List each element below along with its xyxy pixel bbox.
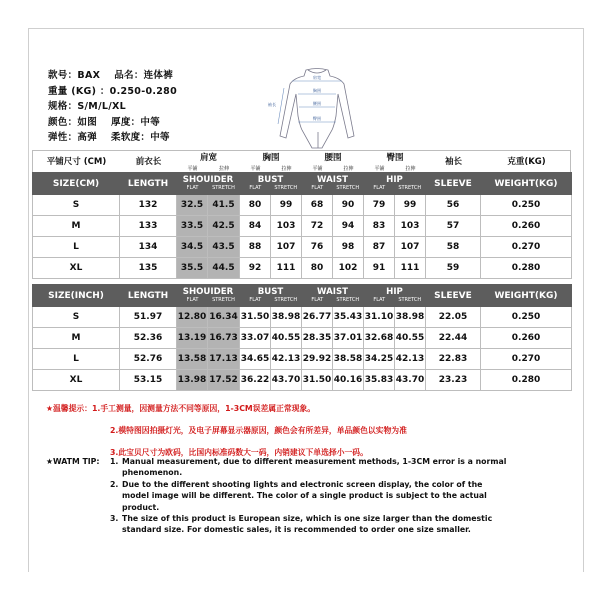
tip-cn-3: 3.此宝贝尺寸为欧码，比国内标准码数大一码，内销建议下单选择小一码。 [110, 448, 368, 457]
cell-hip-flat: 35.83 [364, 370, 395, 391]
cell-shoulder-stretch: 16.73 [208, 328, 240, 349]
cell-waist-stretch: 102 [333, 258, 364, 279]
cn-bust-label: 胸围 [262, 153, 280, 163]
inch-header-waist: WAIST FLAT STRETCH [302, 285, 364, 307]
tip-en-item: 3. The size of this product is European size, which is one size larger than the domestic standard size. For domestic sales, it is recommended to order one size smaller. [110, 514, 493, 535]
cell-length: 132 [120, 195, 177, 216]
cm-header-shoulder: SHOUIDER FLAT STRETCH [177, 173, 240, 195]
cell-bust-stretch: 107 [271, 237, 302, 258]
cell-size: S [33, 307, 120, 328]
cell-weight: 0.280 [481, 370, 572, 391]
figure-label-sleeve: 袖长 [267, 102, 277, 107]
table-row [33, 258, 572, 279]
cell-sleeve: 57 [426, 216, 481, 237]
cell-shoulder-flat: 35.5 [177, 258, 208, 279]
cm-header-length: LENGTH [120, 173, 177, 195]
cell-sleeve: 22.83 [426, 349, 481, 370]
inch-header-length: LENGTH [120, 285, 177, 307]
product-elasticity: 弹性：高弹 [48, 132, 98, 144]
cn-size-label: 平铺尺寸 (CM) [46, 157, 107, 167]
cell-bust-flat: 88 [240, 237, 271, 258]
cell-shoulder-flat: 13.58 [177, 349, 208, 370]
cell-weight: 0.270 [481, 349, 572, 370]
cell-weight: 0.250 [481, 307, 572, 328]
cell-bust-flat: 84 [240, 216, 271, 237]
product-softness: 柔软度：中等 [111, 132, 170, 144]
cell-weight: 0.250 [481, 195, 572, 216]
cm-header-bust: BUST FLAT STRETCH [240, 173, 302, 195]
cell-shoulder-flat: 33.5 [177, 216, 208, 237]
cn-bust-flat: 平铺 [250, 166, 261, 172]
figure-label-waist: 腰围 [312, 101, 322, 106]
table-row [33, 370, 572, 391]
cell-bust-stretch: 103 [271, 216, 302, 237]
inch-header-sleeve: SLEEVE [426, 285, 481, 307]
cell-sleeve: 56 [426, 195, 481, 216]
cell-length: 51.97 [120, 307, 177, 328]
cell-shoulder-flat: 13.19 [177, 328, 208, 349]
inch-header-size: SIZE(INCH) [33, 285, 120, 307]
table-row [33, 237, 572, 258]
cell-shoulder-stretch: 44.5 [208, 258, 240, 279]
cell-shoulder-stretch: 41.5 [208, 195, 240, 216]
cell-weight: 0.280 [481, 258, 572, 279]
cell-hip-stretch: 103 [395, 216, 426, 237]
cell-shoulder-stretch: 43.5 [208, 237, 240, 258]
cell-shoulder-flat: 12.80 [177, 307, 208, 328]
cell-bust-flat: 34.65 [240, 349, 271, 370]
cell-hip-stretch: 42.13 [395, 349, 426, 370]
cell-bust-flat: 31.50 [240, 307, 271, 328]
cell-sleeve: 59 [426, 258, 481, 279]
cell-hip-flat: 31.10 [364, 307, 395, 328]
cell-hip-stretch: 43.70 [395, 370, 426, 391]
cell-waist-stretch: 37.01 [333, 328, 364, 349]
cell-weight: 0.270 [481, 237, 572, 258]
cn-sleeve-label: 袖长 [444, 157, 462, 167]
chinese-header-row [32, 150, 571, 172]
table-row [33, 216, 572, 237]
cell-size: M [33, 216, 120, 237]
cell-waist-stretch: 40.16 [333, 370, 364, 391]
cell-sleeve: 22.05 [426, 307, 481, 328]
cell-size: M [33, 328, 120, 349]
table-row [33, 307, 572, 328]
cn-hip-flat: 平铺 [374, 166, 385, 172]
cell-size: S [33, 195, 120, 216]
cm-header-sleeve: SLEEVE [426, 173, 481, 195]
cell-waist-flat: 28.35 [302, 328, 333, 349]
cell-length: 53.15 [120, 370, 177, 391]
cell-size: XL [33, 258, 120, 279]
cell-length: 52.76 [120, 349, 177, 370]
cell-size: L [33, 349, 120, 370]
cn-hip-label: 臀围 [386, 153, 404, 163]
cell-waist-flat: 76 [302, 237, 333, 258]
cell-hip-stretch: 99 [395, 195, 426, 216]
product-weight: 重量 (KG) ：0.250-0.280 [48, 85, 177, 97]
table-row [33, 349, 572, 370]
cn-length-label: 前衣长 [135, 157, 162, 167]
cell-bust-flat: 36.22 [240, 370, 271, 391]
inch-header-weight: WEIGHT(KG) [481, 285, 572, 307]
cell-length: 134 [120, 237, 177, 258]
cell-waist-flat: 80 [302, 258, 333, 279]
cell-bust-stretch: 99 [271, 195, 302, 216]
inch-table-body [33, 307, 572, 391]
table-row [33, 195, 572, 216]
figure-label-bust: 胸围 [312, 88, 322, 93]
cell-waist-flat: 26.77 [302, 307, 333, 328]
size-table-inch [32, 284, 572, 391]
cm-header-waist: WAIST FLAT STRETCH [302, 173, 364, 195]
cn-weight-label: 克重(KG) [507, 157, 546, 167]
cell-waist-stretch: 35.43 [333, 307, 364, 328]
cell-weight: 0.260 [481, 216, 572, 237]
cell-bust-stretch: 43.70 [271, 370, 302, 391]
cm-header-weight: WEIGHT(KG) [481, 173, 572, 195]
cell-sleeve: 23.23 [426, 370, 481, 391]
cell-hip-flat: 32.68 [364, 328, 395, 349]
cell-bust-flat: 92 [240, 258, 271, 279]
cn-waist-stretch: 拉伸 [343, 166, 354, 172]
cell-waist-stretch: 90 [333, 195, 364, 216]
cell-length: 52.36 [120, 328, 177, 349]
cell-shoulder-stretch: 17.52 [208, 370, 240, 391]
figure-label-hip: 臀围 [312, 116, 322, 121]
cell-length: 135 [120, 258, 177, 279]
product-thickness: 厚度：中等 [111, 116, 161, 128]
cell-waist-flat: 72 [302, 216, 333, 237]
figure-label-shoulder: 肩宽 [312, 75, 322, 80]
cm-header-hip: HIP FLAT STRETCH [364, 173, 426, 195]
tip-cn-2: 2.模特图因拍摄灯光，及电子屏幕显示器原因，颜色会有所差异，单品颜色以实物为准 [110, 426, 407, 435]
cell-hip-flat: 83 [364, 216, 395, 237]
cell-waist-flat: 29.92 [302, 349, 333, 370]
cell-weight: 0.260 [481, 328, 572, 349]
cell-shoulder-stretch: 16.34 [208, 307, 240, 328]
product-specs [48, 68, 177, 146]
cell-size: XL [33, 370, 120, 391]
cn-shoulder-stretch: 拉伸 [218, 166, 229, 172]
product-name: 品名：连体裤 [114, 70, 174, 81]
inch-header-bust: BUST FLAT STRETCH [240, 285, 302, 307]
cell-hip-stretch: 107 [395, 237, 426, 258]
cn-waist-label: 腰围 [324, 153, 342, 163]
cell-bust-flat: 33.07 [240, 328, 271, 349]
cell-length: 133 [120, 216, 177, 237]
cell-hip-stretch: 111 [395, 258, 426, 279]
table-row [33, 328, 572, 349]
inch-header-hip: HIP FLAT STRETCH [364, 285, 426, 307]
cell-waist-flat: 68 [302, 195, 333, 216]
cell-hip-stretch: 38.98 [395, 307, 426, 328]
cell-bust-stretch: 111 [271, 258, 302, 279]
cell-hip-stretch: 40.55 [395, 328, 426, 349]
product-sizes: 规格：S/M/L/XL [48, 101, 126, 113]
cell-hip-flat: 87 [364, 237, 395, 258]
cell-size: L [33, 237, 120, 258]
tips-en-label: ★WATM TIP: [46, 457, 100, 466]
inch-header-shoulder: SHOUIDER FLAT STRETCH [177, 285, 240, 307]
cell-sleeve: 58 [426, 237, 481, 258]
tip-en-item: 1. Manual measurement, due to different measurement methods, 1-3CM error is a normal phenomenon. [110, 457, 507, 478]
inch-header-row [33, 285, 572, 307]
cell-waist-stretch: 38.58 [333, 349, 364, 370]
product-color: 颜色：如图 [48, 116, 98, 128]
cell-shoulder-stretch: 42.5 [208, 216, 240, 237]
cell-hip-flat: 34.25 [364, 349, 395, 370]
cell-bust-stretch: 42.13 [271, 349, 302, 370]
cn-waist-flat: 平铺 [312, 166, 323, 172]
tip-cn-1: ★温馨提示：1.手工测量，因测量方法不同等原因，1-3CM误差属正常现象。 [46, 404, 316, 413]
bodysuit-measurement-figure [262, 64, 372, 152]
cell-hip-flat: 79 [364, 195, 395, 216]
cm-header-size: SIZE(CM) [33, 173, 120, 195]
cell-bust-stretch: 38.98 [271, 307, 302, 328]
cell-bust-stretch: 40.55 [271, 328, 302, 349]
cell-bust-flat: 80 [240, 195, 271, 216]
cell-sleeve: 22.44 [426, 328, 481, 349]
cm-table-body [33, 195, 572, 279]
cn-bust-stretch: 拉伸 [281, 166, 292, 172]
cell-waist-flat: 31.50 [302, 370, 333, 391]
cell-shoulder-flat: 13.98 [177, 370, 208, 391]
cm-header-row [33, 173, 572, 195]
cell-waist-stretch: 98 [333, 237, 364, 258]
size-table-cm [32, 172, 572, 279]
cn-shoulder-flat: 平铺 [187, 166, 198, 172]
product-code: 款号：BAX [48, 70, 101, 81]
cell-shoulder-flat: 34.5 [177, 237, 208, 258]
cell-shoulder-flat: 32.5 [177, 195, 208, 216]
cell-shoulder-stretch: 17.13 [208, 349, 240, 370]
cell-hip-flat: 91 [364, 258, 395, 279]
cell-waist-stretch: 94 [333, 216, 364, 237]
cn-hip-stretch: 拉伸 [405, 166, 416, 172]
cn-shoulder-label: 肩宽 [199, 153, 217, 163]
tip-en-item: 2. Due to the different shooting lights and electronic screen display, the color of the model image will be different. The color of a single product is subject to the actual product. [110, 479, 487, 512]
